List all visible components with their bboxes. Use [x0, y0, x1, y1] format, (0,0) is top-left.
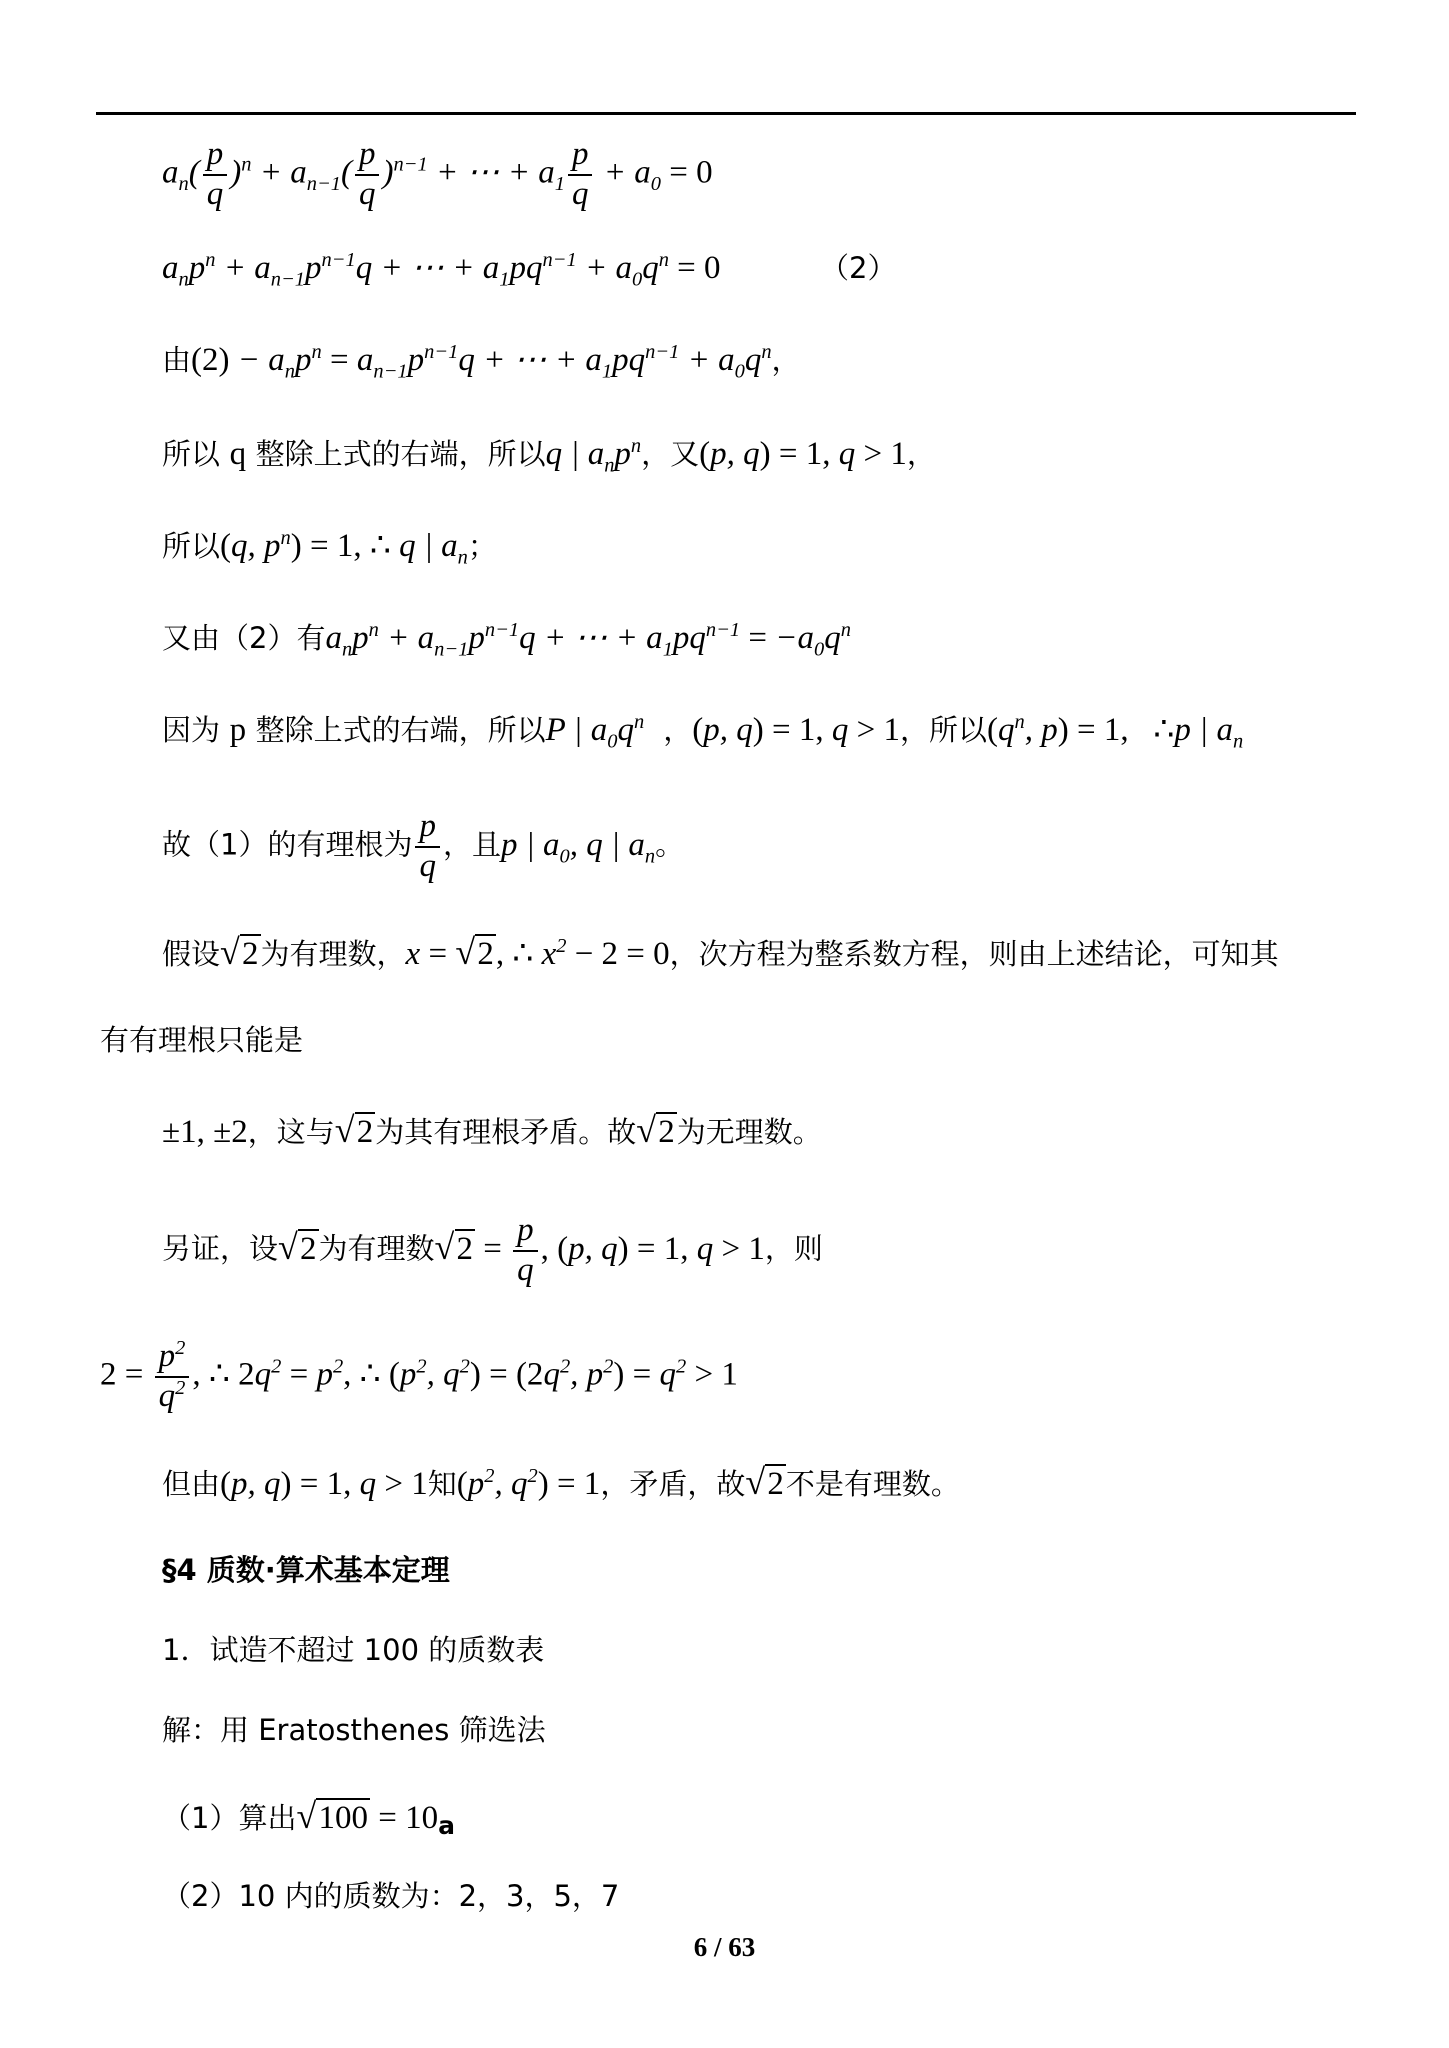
solution-line: 解：用 Eratosthenes 筛选法: [162, 1713, 546, 1747]
line-8: 故（1）的有理根为 $\frac{p}{q}$ ，且p | $a_0$, q | $a_n$。: [162, 808, 685, 884]
equation-2-label: （2）: [820, 251, 897, 285]
step-2: （2）10 内的质数为：2，3，5，7: [162, 1879, 620, 1913]
header-rule: [96, 112, 1356, 115]
line-13: 2 = $\frac{p^2}{q^2}$ , ∴ $2q^2 = p^2$, ∴ ($p^2$, $q^2) = (2q^2$, $p^2) = q^2 > 1$: [100, 1337, 738, 1414]
line-3: 由$(2) - a_np^n = a_{n-1}p^{n-1}q$ + ⋯ + $a_1pq^{n-1} + a_0q^n$，: [162, 341, 801, 383]
equation-2: $a_np^n + a_{n-1}p^{n-1}q$ + ⋯ + $a_1pq^{n-1} + a_0q^n = 0$: [162, 249, 721, 291]
line-10: 有有理根只能是: [100, 1023, 304, 1057]
equation-1: $a_n$( $\frac{p}{q}$ )$^n + a_{n-1}$( $\frac{p}{q}$ )$^{n-1}$ + ⋯ + $a_1$ $\frac{p}{q}$ + $a_0 = 0$: [162, 136, 713, 212]
step-1: （1）算出√ $100 = 10_a$: [162, 1802, 455, 1838]
line-9: 假设√ 2为有理数，x = √ 2, ∴ $x^2 - 2 = 0$，次方程为整系数方程，则由上述结论，可知其: [162, 938, 1279, 971]
line-14: 但由(p, q) = 1, q > 1知($p^2$, $q^2) = 1$，矛盾，故√ 2不是有理数。: [162, 1468, 960, 1501]
line-6: 又由（2）有$a_np^n + a_{n-1}p^{n-1}q$ + ⋯ + $a_1pq^{n-1} = -a_0q^n$: [162, 619, 851, 661]
page-number: 6 / 63: [693, 1932, 756, 1962]
line-4: 所以 q 整除上式的右端，所以q | $a_np^n$，又(p, q) = 1, q > 1，: [162, 435, 936, 477]
line-12: 另证，设√ 2为有理数√ 2 = $\frac{p}{q}$ , (p, q) = 1, q > 1，则: [162, 1212, 823, 1290]
item-1: 1．试造不超过 100 的质数表: [162, 1633, 545, 1667]
line-5: 所以(q, $p^n) = 1$, ∴ q | $a_n$；: [162, 527, 497, 569]
section-title: §4 质数·算术基本定理: [162, 1553, 450, 1587]
line-11: ±1, ±2，这与√ 2为其有理根矛盾。故√ 2为无理数。: [162, 1116, 822, 1149]
line-7: 因为 p 整除上式的右端，所以P | $a_0q^n$ ，(p, q) = 1, q > 1，所以($q^n$, p) = 1, ∴p | $a_n$: [162, 711, 1244, 753]
